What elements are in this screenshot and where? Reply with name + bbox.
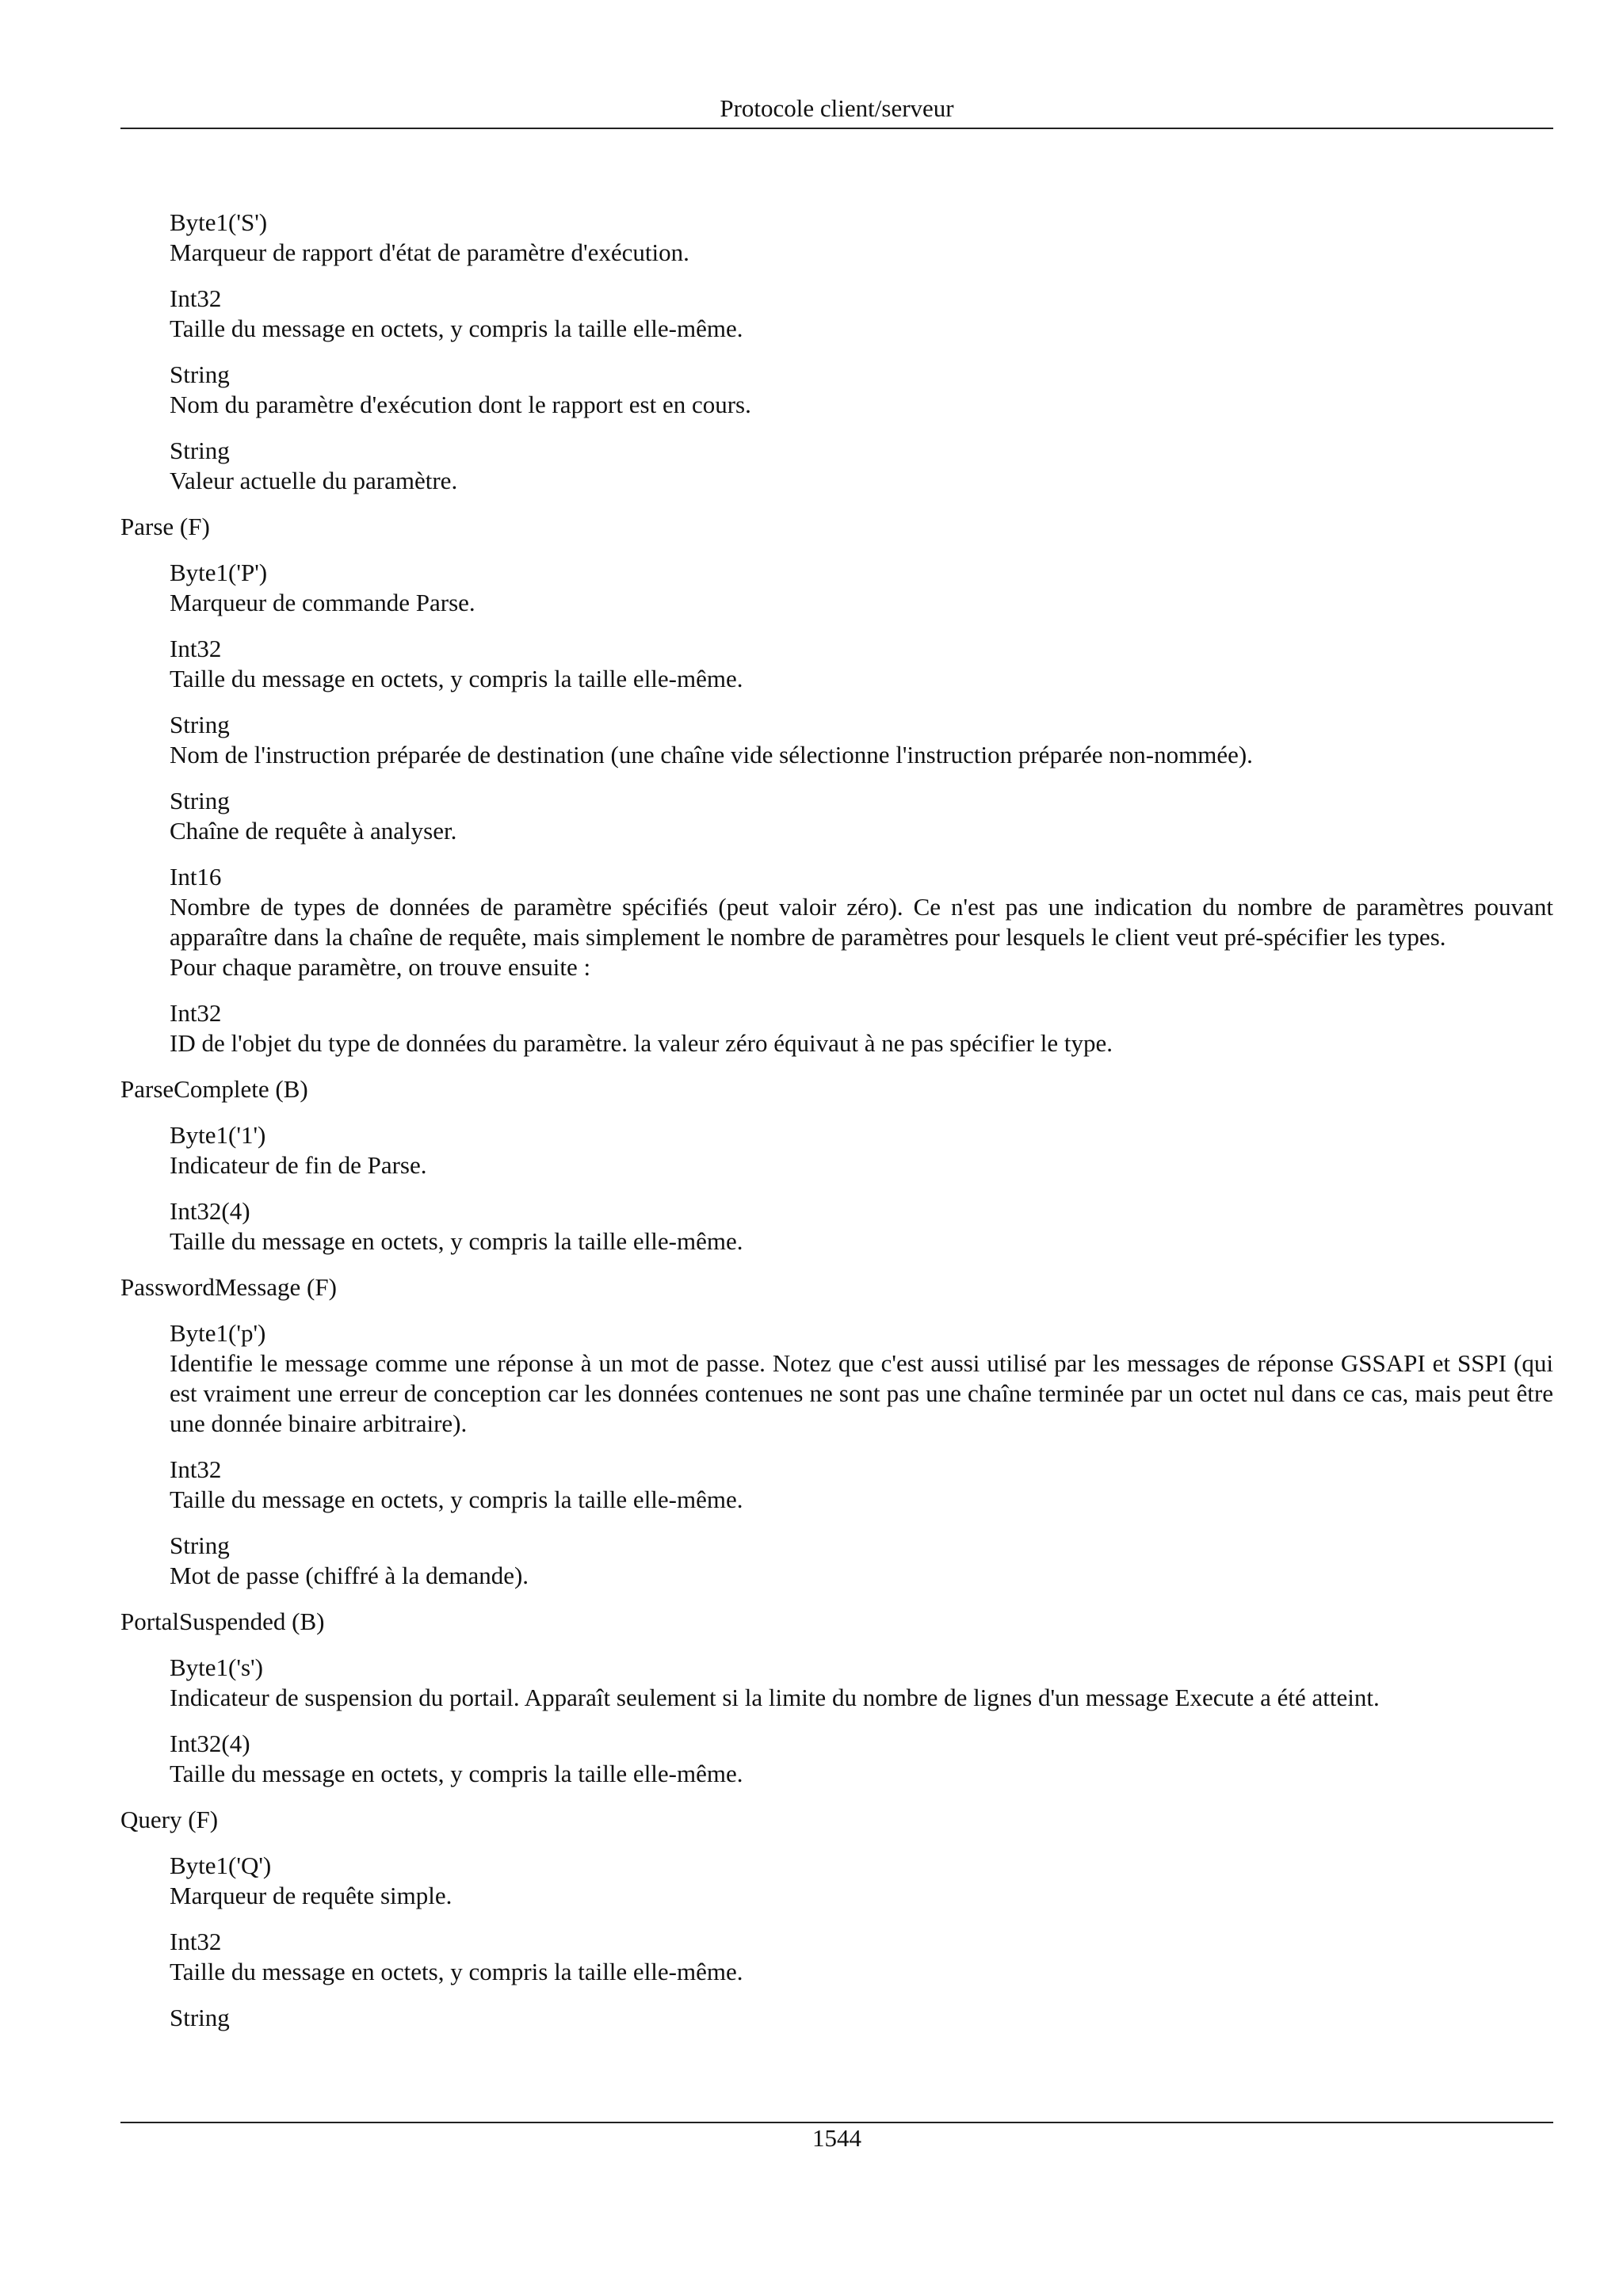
field-description: Indicateur de suspension du portail. Apparaît seulement si la limite du nombre de lignes d'un message Execute a été atteint.: [170, 1684, 1380, 1711]
page-header: Protocole client/serveur: [720, 94, 954, 122]
field-type: String: [170, 711, 230, 738]
message-title: PasswordMessage (F): [120, 1273, 337, 1301]
field-type: String: [170, 1531, 230, 1559]
field-entry: [170, 1455, 1553, 1515]
field-entry: [170, 208, 1553, 268]
field-description: Taille du message en octets, y compris la taille elle-même.: [170, 1760, 743, 1787]
message-title: Query (F): [120, 1806, 219, 1833]
field-entry: [170, 862, 1553, 982]
field-description: Marqueur de requête simple.: [170, 1882, 453, 1909]
field-type: Byte1('Q'): [170, 1852, 272, 1879]
field-entry: [170, 634, 1553, 694]
field-description: Taille du message en octets, y compris la taille elle-même.: [170, 665, 743, 692]
field-entry: [170, 360, 1553, 420]
field-description: Taille du message en octets, y compris la taille elle-même.: [170, 1486, 743, 1513]
field-description: Mot de passe (chiffré à la demande).: [170, 1562, 529, 1589]
field-type: Int32: [170, 999, 222, 1027]
field-entry: [170, 1196, 1553, 1257]
field-entry: [170, 1318, 1553, 1439]
field-type: Int32(4): [170, 1730, 250, 1757]
field-entry: [170, 1729, 1553, 1789]
field-entry: [170, 1120, 1553, 1180]
message-title: Parse (F): [120, 513, 210, 540]
field-type: Byte1('p'): [170, 1319, 266, 1347]
message-section: [120, 1607, 1553, 1789]
document-body: [120, 208, 1553, 2049]
message-section: [120, 1272, 1553, 1591]
field-type: String: [170, 360, 230, 388]
page-number: 1544: [812, 2124, 861, 2152]
field-description: ID de l'objet du type de données du paramètre. la valeur zéro équivaut à ne pas spécifier le type.: [170, 1029, 1113, 1057]
field-type: String: [170, 437, 230, 464]
field-entry: [170, 2003, 1553, 2033]
field-entry: [170, 436, 1553, 496]
field-type: Byte1('S'): [170, 208, 268, 236]
header-rule: [120, 128, 1553, 129]
message-section: [120, 1805, 1553, 2033]
field-description: Indicateur de fin de Parse.: [170, 1151, 427, 1179]
field-entry: [170, 1531, 1553, 1591]
field-description: Nombre de types de données de paramètre spécifiés (peut valoir zéro). Ce n'est pas une indication du nombre de paramètres pouvant apparaître dans la chaîne de requête, mais simplement le nombre de paramètres pour lesquels le client veut pré-spécifier les types.: [170, 893, 1553, 951]
field-type: Int32: [170, 284, 222, 312]
field-type: Int32: [170, 635, 222, 662]
field-entry: [170, 1653, 1553, 1713]
field-entry: [170, 786, 1553, 846]
field-type: Int16: [170, 863, 222, 891]
field-description: Taille du message en octets, y compris la taille elle-même.: [170, 315, 743, 342]
field-entry: [170, 998, 1553, 1058]
field-entry: [170, 1927, 1553, 1987]
field-description: Nom de l'instruction préparée de destination (une chaîne vide sélectionne l'instruction préparée non-nommée).: [170, 741, 1253, 769]
field-entry: [170, 710, 1553, 770]
field-description: Taille du message en octets, y compris la taille elle-même.: [170, 1958, 743, 1985]
message-section: [120, 512, 1553, 1058]
message-title: ParseComplete (B): [120, 1075, 308, 1103]
field-type: Int32(4): [170, 1197, 250, 1225]
message-section: [120, 1074, 1553, 1257]
field-type: Byte1('P'): [170, 559, 268, 586]
field-type: Byte1('s'): [170, 1653, 263, 1681]
field-description: Marqueur de commande Parse.: [170, 589, 475, 616]
field-description: Valeur actuelle du paramètre.: [170, 467, 458, 494]
field-type: String: [170, 2004, 230, 2031]
field-type: Byte1('1'): [170, 1121, 266, 1149]
field-type: Int32: [170, 1455, 222, 1483]
field-description: Identifie le message comme une réponse à un mot de passe. Notez que c'est aussi utilisé par les messages de réponse GSSAPI et SSPI (qui est vraiment une erreur de conception car les données contenues ne sont pas une chaîne terminée par un octet nul dans ce cas, mais peut être une donnée binaire arbitraire).: [170, 1349, 1553, 1437]
field-description: Chaîne de requête à analyser.: [170, 817, 457, 845]
field-type: Int32: [170, 1928, 222, 1955]
field-type: String: [170, 787, 230, 814]
message-title: PortalSuspended (B): [120, 1608, 325, 1635]
field-description: Marqueur de rapport d'état de paramètre d'exécution.: [170, 238, 689, 266]
field-description: Taille du message en octets, y compris la taille elle-même.: [170, 1227, 743, 1255]
field-description: Nom du paramètre d'exécution dont le rapport est en cours.: [170, 391, 751, 418]
field-note: Pour chaque paramètre, on trouve ensuite :: [170, 953, 591, 981]
field-entry: [170, 558, 1553, 618]
field-entry: [170, 1851, 1553, 1911]
field-entry: [170, 284, 1553, 344]
